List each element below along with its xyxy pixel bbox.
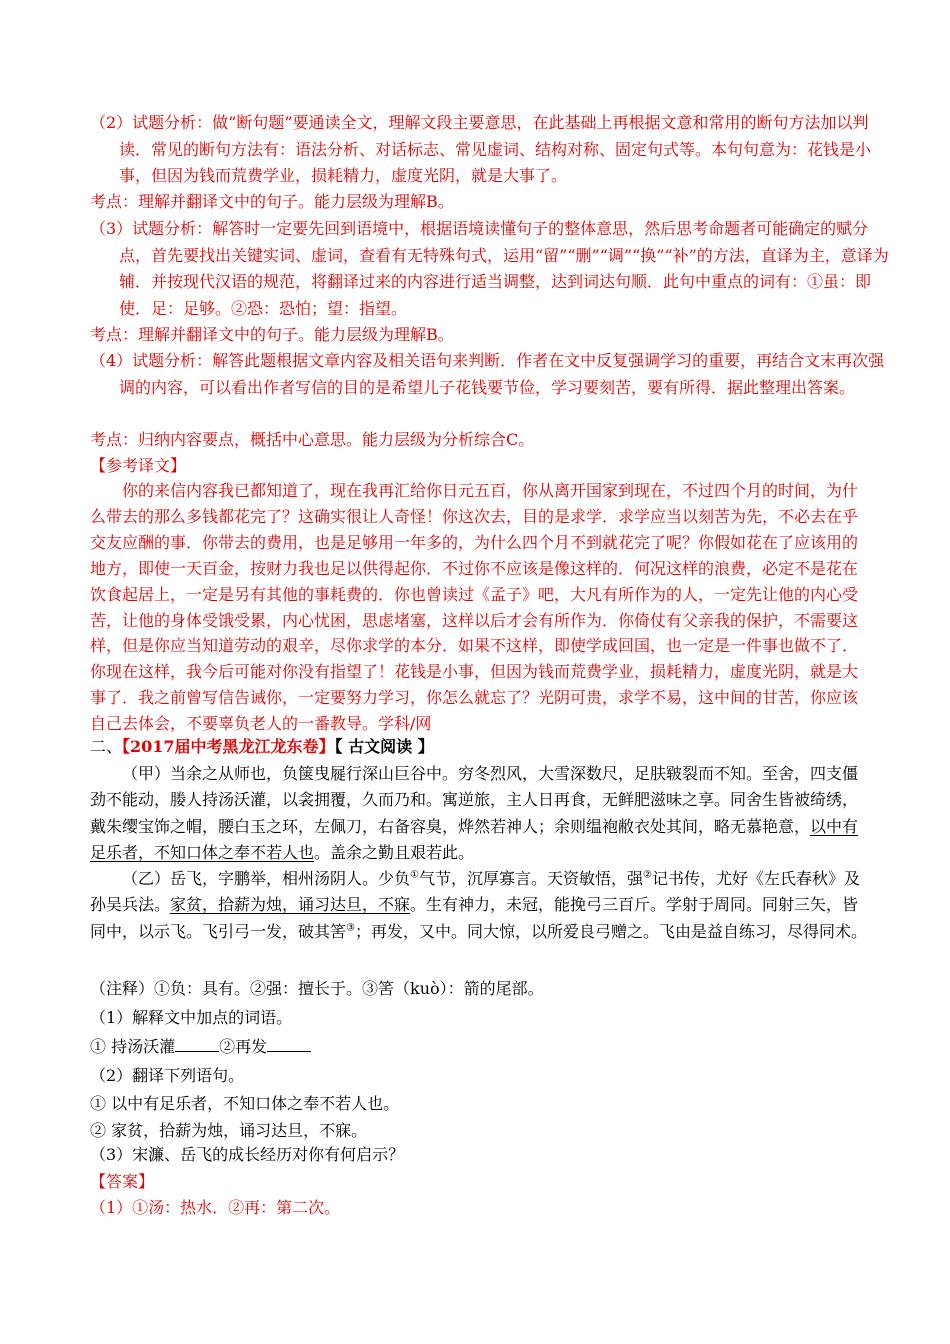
notes: （注释）①负：具有。②强：擅长于。③筈（kuò）：箭的尾部。 [90,979,544,998]
passage-yi [90,866,870,945]
passage-jia [90,761,870,866]
passage-jia-underlined: 以中有足乐者，不知口体之奉不若人也 [90,816,859,862]
answer-blank-2[interactable] [267,1035,311,1052]
question-1-items [90,1034,870,1061]
note-ref-3: ③ [346,922,355,934]
passage-yi-b: 气节，沉厚寡言。天资敏悟，强 [418,869,643,888]
translation-heading: 【参考译文】 [90,456,187,475]
section2-prefix: 二、 [90,737,123,756]
note-ref-2: ② [643,869,652,881]
note-ref-1: ① [410,869,419,881]
q2-item-2: ② 家贫，拾薪为烛，诵习达旦，不寐。 [90,1121,368,1140]
analysis-q2: （2）试题分析：做“断句题”要通读全文，理解文段主要意思，在此基础上再根据文意和常用的断句方法加以判读．常见的断句方法有：语法分析、对话标志、常见虚词、结构对称、固定句式等。本句句意为：花钱是小事，但因为钱而荒费学业，损耗精力，虚度光阴，就是大事了。 [90,113,872,185]
section2-source: 【2017届中考黑龙江龙东卷】 [122,737,335,756]
q1-item-2: ②再发 [219,1037,268,1056]
question-2: （2）翻译下列语句。 [90,1066,245,1085]
passage-yi-d: 。生有神力，未冠，能挽弓三百斤。学射于周同。同射三矢，皆同中，以示飞。飞引弓一发，破其筈 [90,895,859,941]
passage-jia-text: （甲）当余之从师也，负箧曳屣行深山巨谷中。穷冬烈风，大雪深数尺，足肤皲裂而不知。至舍，四支僵劲不能动，媵人持汤沃灌，以衾拥覆，久而乃和。寓逆旅，主人日再食，无鲜肥滋味之享。同舍生皆被绮绣，戴朱缨宝饰之帽，腰白玉之环，左佩刀，右备容臭，烨然若神人；余则缊袍敝衣处其间，略无慕艳意， [90,764,859,836]
answer-blank-1[interactable] [175,1035,219,1052]
question-1: （1）解释文中加点的词语。 [90,1008,293,1027]
kaodian-q3: 考点：理解并翻译文中的句子。能力层级为理解B。 [90,325,454,344]
passage-yi-c: 记书传，尤好《左氏春秋》及孙吴兵法。 [90,869,860,915]
kaodian-q2: 考点：理解并翻译文中的句子。能力层级为理解B。 [90,192,454,211]
passage-jia-end: 。盖余之勤且艰若此。 [314,842,475,862]
q1-item-1: ① 持汤沃灌 [90,1037,176,1056]
section2-topic: 【 古文阅读 】 [334,737,434,756]
answer-1: （1）①汤：热水．②再：第二次。 [90,1198,341,1217]
answer-heading: 【答案】 [90,1172,155,1191]
passage-yi-a: （乙）岳飞，字鹏举，相州汤阴人。少负 [122,869,411,888]
q2-item-1: ① 以中有足乐者，不知口体之奉不若人也。 [90,1094,400,1113]
section2-header [90,734,870,761]
analysis-q4: （4）试题分析：解答此题根据文章内容及相关语句来判断．作者在文中反复强调学习的重要，再结合文末再次强调的内容，可以看出作者写信的目的是希望儿子花钱要节俭，学习要刻苦，要有所得．据此整理出答案。 [90,351,885,397]
passage-yi-e: ；再发，又中。同大惊，以所爱良弓赠之。飞由是益自练习，尽得同术。 [354,921,867,941]
question-3: （3）宋濂、岳飞的成长经历对你有何启示？ [90,1145,405,1164]
translation-text: 你的来信内容我已都知道了，现在我再汇给你日元五百，你从离开国家到现在，不过四个月的时间，为什么带去的那么多钱都花完了？这确实很让人奇怪！你这次去，目的是求学．求学应当以刻苦为先，不必去在乎交友应酬的事．你带去的费用，也是足够用一年多的，为什么四个月不到就花完了呢？你假如花在了应该用的地方，即使一天百金，按财力我也足以供得起你．不过你不应该是像这样的．何况这样的浪费，必定不是花在饮食起居上，一定是另有其他的事耗费的．你也曾读过《孟子》吧，大凡有所作为的人，一定先让他的内心受苦，让他的身体受饿受累，内心忧困，思虑堵塞，这样以后才会有所作为．你倚仗有父亲我的保护，不需要这样，但是你应当知道劳动的艰辛，尽你求学的本分．如果不这样，即使学成回国，也一定是一件事也做不了．你现在这样，我今后可能对你没有指望了！花钱是小事，但因为钱而荒费学业，损耗精力，虚度光阴，就是大事了．我之前曾写信告诫你，一定要努力学习，你怎么就忘了？光阴可贵，求学不易，这中间的甘苦，你应该自己去体会，不要辜负老人的一番教导。学科/网 [90,481,859,734]
passage-yi-underlined: 家贫，拾薪为烛，诵习达旦，不寐 [170,895,411,915]
kaodian-q4: 考点：归纳内容要点，概括中心意思。能力层级为分析综合C。 [90,430,535,449]
analysis-q3: （3）试题分析：解答时一定要先回到语境中，根据语境读懂句子的整体意思，然后思考命题者可能确定的赋分点，首先要找出关键实词、虚词，查看有无特殊句式，运用“留”“删”“调”“换”“补”的方法，直译为主，意译为辅．并按现代汉语的规范，将翻译过来的内容进行适当调整，达到词达句顺．此句中重点的词有：①虽：即使．足：足够。②恐：恐怕；望：指望。 [90,219,889,318]
